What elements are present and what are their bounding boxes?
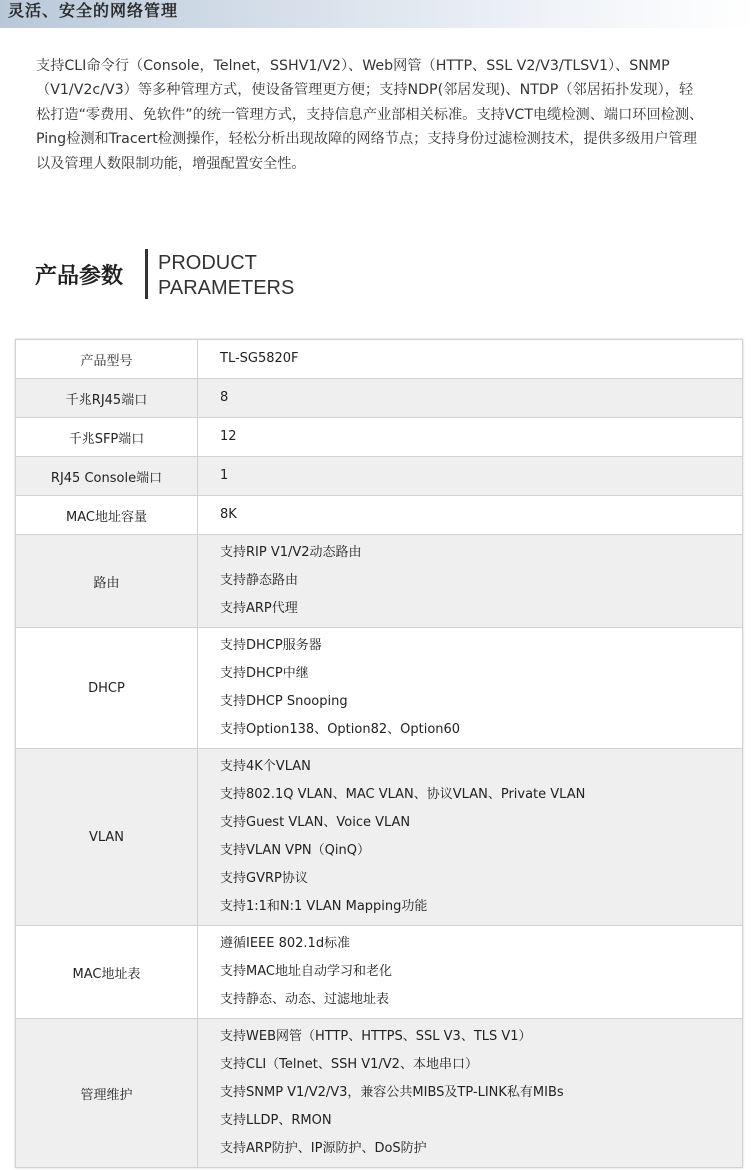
table-row — [16, 1019, 743, 1168]
param-label: 千兆SFP端口 — [16, 418, 198, 457]
param-value — [198, 628, 743, 749]
param-value — [198, 749, 743, 926]
banner-title: 灵活、安全的网络管理 — [8, 1, 179, 20]
param-label: MAC地址表 — [16, 926, 198, 1019]
param-value-line: 支持静态、动态、过滤地址表 — [220, 992, 390, 1007]
param-value-line: 支持ARP代理 — [220, 601, 298, 616]
table-row — [16, 749, 743, 926]
param-value-line: 支持ARP防护、IP源防护、DoS防护 — [220, 1141, 427, 1156]
param-value-line: 支持RIP V1/V2动态路由 — [220, 545, 362, 560]
section-title-en-line2: PARAMETERS — [158, 277, 295, 299]
intro-paragraph: 支持CLI命令行（Console，Telnet，SSHV1/V2）、Web网管（HTTP、SSL V2/V3/TLSV1）、SNMP（V1/V2c/V3）等多种管理方式，使设备管理更方便；支持NDP(邻居发现)、NTDP（邻居拓扑发现），轻松打造“零费用、免软件”的统一管理方式，支持信息产业部相关标准。支持VCT电缆检测、端口环回检测、Ping检测和Tracert检测操作，轻松分析出现故障的网络节点；支持身份过滤检测技术，提供多级用户管理以及管理人数限制功能，增强配置安全性。 — [36, 58, 704, 172]
param-label: 千兆RJ45端口 — [16, 379, 198, 418]
param-value-line: 支持CLI（Telnet、SSH V1/V2、本地串口） — [220, 1057, 478, 1072]
section-banner — [0, 0, 755, 28]
table-row — [16, 340, 743, 379]
param-value-line: 支持DHCP Snooping — [220, 694, 348, 709]
param-value — [198, 496, 743, 535]
param-value — [198, 457, 743, 496]
parameters-table — [15, 339, 743, 1168]
param-value-line: 支持Option138、Option82、Option60 — [220, 722, 461, 737]
param-value-line: 支持SNMP V1/V2/V3，兼容公共MIBS及TP-LINK私有MIBs — [220, 1085, 564, 1100]
table-row — [16, 379, 743, 418]
param-value — [198, 418, 743, 457]
param-value-line: 8 — [220, 390, 229, 405]
param-value-line: TL-SG5820F — [220, 351, 299, 366]
param-value-line: 支持DHCP中继 — [220, 666, 309, 681]
param-label: 产品型号 — [16, 340, 198, 379]
param-value-line: 支持LLDP、RMON — [220, 1113, 332, 1128]
param-value-line: 支持802.1Q VLAN、MAC VLAN、协议VLAN、Private VLAN — [220, 787, 586, 802]
param-value-line: 支持VLAN VPN（QinQ） — [220, 843, 370, 858]
section-title-cn: 产品参数 — [35, 264, 124, 289]
param-value — [198, 1019, 743, 1168]
param-value-line: 支持DHCP服务器 — [220, 638, 322, 653]
param-value-line: 支持4K个VLAN — [220, 759, 311, 774]
param-value-line: 8K — [220, 507, 237, 522]
param-value — [198, 379, 743, 418]
param-label: RJ45 Console端口 — [16, 457, 198, 496]
param-value-line: 支持Guest VLAN、Voice VLAN — [220, 815, 411, 830]
section-title-en — [158, 251, 294, 301]
param-value — [198, 926, 743, 1019]
param-value — [198, 535, 743, 628]
section-divider — [145, 249, 148, 299]
param-value-line: 支持静态路由 — [220, 573, 299, 588]
param-value-line: 支持WEB网管（HTTP、HTTPS、SSL V3、TLS V1） — [220, 1029, 532, 1044]
table-row — [16, 496, 743, 535]
param-value-line: 支持1:1和N:1 VLAN Mapping功能 — [220, 899, 428, 914]
param-value-line: 支持MAC地址自动学习和老化 — [220, 964, 392, 979]
section-title-en-line1: PRODUCT — [158, 252, 257, 274]
table-row — [16, 457, 743, 496]
param-label: 路由 — [16, 535, 198, 628]
table-row — [16, 628, 743, 749]
param-label: MAC地址容量 — [16, 496, 198, 535]
param-value-line: 1 — [220, 468, 229, 483]
table-row — [16, 535, 743, 628]
parameters-table-body — [16, 340, 743, 1168]
table-row — [16, 926, 743, 1019]
param-label: VLAN — [16, 749, 198, 926]
table-row — [16, 418, 743, 457]
param-label: 管理维护 — [16, 1019, 198, 1168]
param-value-line: 遵循IEEE 802.1d标准 — [220, 936, 351, 951]
param-value-line: 支持GVRP协议 — [220, 871, 308, 886]
param-label: DHCP — [16, 628, 198, 749]
param-value-line: 12 — [220, 429, 237, 444]
param-value — [198, 340, 743, 379]
